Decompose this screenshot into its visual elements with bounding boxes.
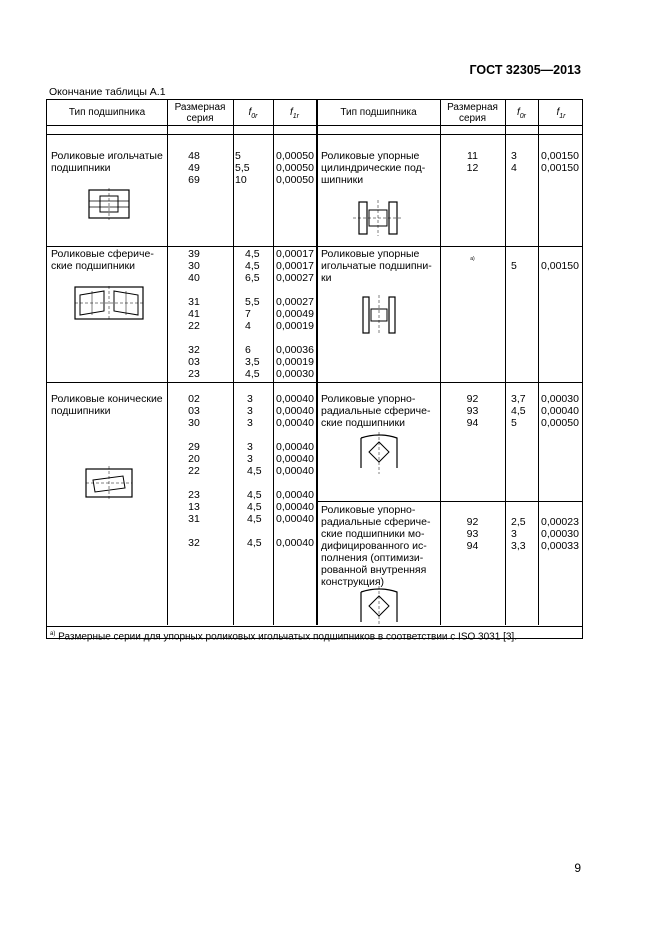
standard-number: ГОСТ 32305—2013 [469,63,581,77]
f0r-values: 4,5 4,5 6,5 5,5 7 4 6 3,5 4,5 [245,248,260,380]
needle-roller-bearing-icon [87,188,131,220]
f0r-values: 3 3 3 3 3 4,5 4,5 4,5 4,5 4,5 [247,393,262,549]
bearing-type-name: Роликовые упорно- радиальные сфериче- ские подшипники мо- дифицированного ис- полнения (оптимизи- рованной внутренняя конструкция) [321,504,431,588]
f0r-values: 3 4 [511,150,517,174]
bearing-type-name: Роликовые упорно- радиальные сфериче- ские подшипники [321,393,431,429]
f0r-values: 2,5 3 3,3 [511,516,526,552]
col-header-type-right: Тип подшипника [340,107,417,118]
footnote-text: Размерные серии для упорных роликовых игольчатых подшипников в соответствии с ISO 3031 [3]. [55,631,517,643]
tapered-roller-bearing-icon [85,466,133,500]
col-header-f1r-right: $f_{1r}$ [556,107,566,120]
f1r-values: 0,00017 0,00017 0,00027 0,00027 0,00049 0,00019 0,00036 0,00019 0,00030 [276,248,314,380]
col-header-series: Размерная серия [174,102,226,124]
series-values: 92 93 94 [466,393,479,429]
footnote-mark: a) [50,631,56,637]
f1r-values: 0,00023 0,00030 0,00033 [541,516,579,552]
f1r-values: 0,00150 [541,260,579,272]
col-header-f0r: $f_{0r}$ [248,107,258,120]
f0r-values: 5 [511,260,517,272]
col-header-f0r-right: $f_{0r}$ [516,107,526,120]
series-values: 02 03 30 29 20 22 23 13 31 32 [188,393,200,549]
bearing-table [46,99,583,643]
f1r-values: 0,00150 0,00150 [541,150,579,174]
spherical-roller-bearing-icon [74,286,144,320]
bearing-type-name: Роликовые упорные цилиндрические под- шипники [321,150,426,186]
series-footnote-mark: a) [470,256,475,262]
series-values: 92 93 94 [466,516,479,552]
table-caption: Окончание таблицы А.1 [49,86,166,98]
series-values: 48 49 69 [188,150,200,186]
bearing-type-name: Роликовые упорные игольчатые подшипни- ки [321,248,432,284]
bearing-type-name: Роликовые конические подшипники [51,393,163,417]
modified-spherical-thrust-roller-bearing-icon [357,586,401,624]
series-values: 11 12 [466,150,479,174]
bearing-type-name: Роликовые игольчатые подшипники [51,150,163,174]
page-number: 9 [574,861,581,875]
spherical-thrust-roller-bearing-icon [357,432,401,474]
f0r-values: 5 5,5 10 [235,150,250,186]
f1r-values: 0,00040 0,00040 0,00040 0,00040 0,00040 0,00040 0,00040 0,00040 0,00040 0,00040 [276,393,314,549]
f1r-values: 0,00030 0,00040 0,00050 [541,393,579,429]
bearing-type-name: Роликовые сфериче- ские подшипники [51,248,154,272]
f1r-values: 0,00050 0,00050 0,00050 [276,150,314,186]
col-header-f1r: $f_{1r}$ [289,107,299,120]
thrust-cylindrical-roller-bearing-icon [353,200,403,236]
table-footnote [50,628,517,643]
series-values: 39 30 40 31 41 22 32 03 23 [188,248,200,380]
col-header-series-right: Размерная серия [447,102,498,124]
f0r-values: 3,7 4,5 5 [511,393,526,429]
thrust-needle-roller-bearing-icon [359,295,399,335]
col-header-type: Тип подшипника [68,107,146,118]
